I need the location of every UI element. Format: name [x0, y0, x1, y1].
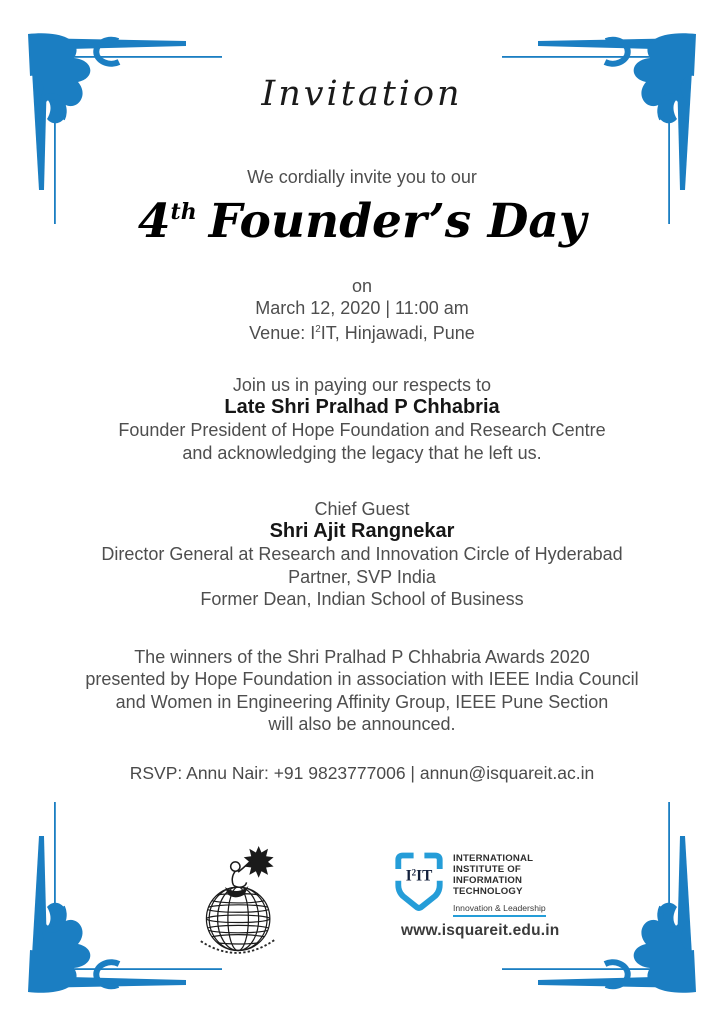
starburst-icon — [244, 846, 274, 878]
chief-guest-block — [0, 498, 724, 610]
i2it-website: www.isquareit.edu.in — [401, 921, 560, 939]
event-title — [0, 194, 724, 249]
awards-line: presented by Hope Foundation in association with IEEE India Council — [85, 669, 639, 690]
tribute-block — [0, 374, 724, 464]
event-datetime: March 12, 2020 | 11:00 am — [255, 297, 469, 318]
i2it-institute-name: INTERNATIONAL INSTITUTE OF INFORMATION TECHNOLOGY Innovation & Leadership — [453, 851, 546, 917]
svg-text:I2IT: $I^2IT$ — [405, 867, 433, 885]
on-label: on — [351, 276, 373, 296]
chief-guest-label: Chief Guest — [314, 499, 410, 519]
chief-guest-name: Shri Ajit Rangnekar — [269, 520, 455, 543]
event-ordinal: th — [170, 199, 197, 225]
awards-line: The winners of the Shri Pralhad P Chhabria Awards 2020 — [134, 647, 590, 667]
rsvp-line: RSVP: Annu Nair: +91 9823777006 | annun@isquareit.ac.in — [129, 763, 595, 783]
awards-block — [0, 646, 724, 735]
i2it-logo — [392, 851, 570, 940]
awards-line: will also be announced. — [268, 713, 456, 734]
chief-guest-title: Director General at Research and Innovation Circle of Hyderabad — [101, 544, 623, 565]
honoree-name: Late Shri Pralhad P Chhabria — [224, 396, 500, 419]
when-block — [0, 276, 724, 345]
i2it-tagline: Innovation & Leadership — [453, 903, 546, 917]
i2it-shield-icon — [392, 851, 446, 914]
chief-guest-title: Partner, SVP India — [288, 566, 436, 587]
intro-line: We cordially invite you to our — [247, 167, 477, 187]
hope-foundation-logo — [184, 840, 296, 964]
script-title: Invitation — [261, 74, 463, 114]
tribute-intro: Join us in paying our respects to — [232, 375, 492, 395]
event-number: 4 — [137, 194, 171, 249]
chief-guest-title: Former Dean, Indian School of Business — [200, 588, 524, 609]
tribute-closing: and acknowledging the legacy that he left us. — [182, 442, 542, 463]
event-venue: Venue: $I^2IT$, Hinjawadi, Pune — [249, 323, 475, 344]
honoree-title: Founder President of Hope Foundation and Research Centre — [118, 420, 606, 441]
event-name: Founder’s Day — [208, 194, 587, 249]
awards-line: and Women in Engineering Affinity Group, IEEE Pune Section — [115, 691, 609, 712]
